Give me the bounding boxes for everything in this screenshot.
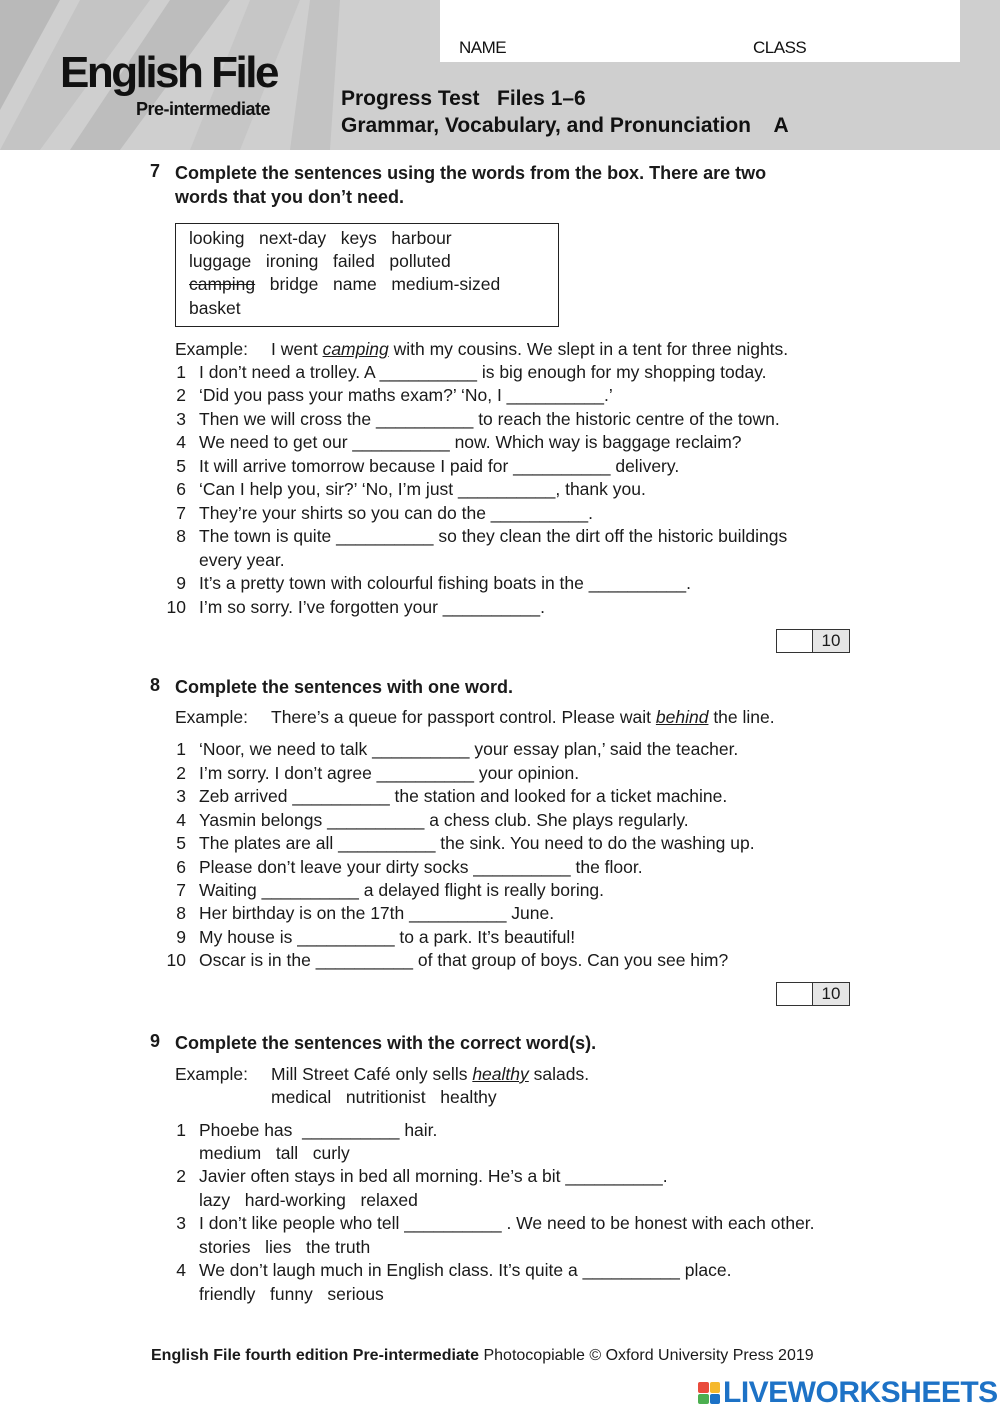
example-answer: healthy: [472, 1064, 529, 1084]
question-number: 2: [176, 763, 186, 783]
score-input[interactable]: [777, 630, 813, 652]
question-text: My house is __________ to a park. It’s beautiful!: [199, 927, 576, 947]
question-number: 6: [176, 857, 186, 877]
answer-options[interactable]: friendly funny serious: [199, 1284, 384, 1304]
word-box: [175, 223, 559, 327]
question-text: It will arrive tomorrow because I paid for __________ delivery.: [199, 456, 680, 476]
liveworksheets-icon: [698, 1382, 720, 1404]
word-box-line2: luggage ironing failed polluted: [189, 251, 451, 271]
test-title-line1: Progress Test Files 1–6: [341, 87, 586, 110]
question-number: 3: [176, 1213, 186, 1233]
question-number: 1: [176, 362, 186, 382]
question-number: 4: [176, 810, 186, 830]
question-number: 2: [176, 385, 186, 405]
score-input[interactable]: [777, 983, 813, 1005]
section8-example-text: [271, 707, 775, 728]
section7-score-box: [776, 629, 850, 653]
question-number: 7: [176, 503, 186, 523]
answer-options[interactable]: lazy hard-working relaxed: [199, 1190, 418, 1210]
question-number: 2: [176, 1166, 186, 1186]
word-box-line4: basket: [189, 298, 241, 318]
word-box-line3-rest: bridge name medium-sized: [255, 274, 501, 294]
question-number: 4: [176, 432, 186, 452]
section9-instruction: Complete the sentences with the correct word(s).: [175, 1033, 597, 1053]
question-text: Please don’t leave your dirty socks __________ the floor.: [199, 857, 643, 877]
question-text: I don’t like people who tell __________ . We need to be honest with each other.: [199, 1213, 815, 1233]
word-box-line3: [189, 274, 500, 295]
example-after: salads.: [528, 1064, 590, 1084]
name-class-box: [440, 0, 960, 62]
question-text: It’s a pretty town with colourful fishing boats in the __________.: [199, 573, 691, 593]
example-before: Mill Street Café only sells: [271, 1064, 473, 1084]
section9-example-text: [271, 1064, 589, 1085]
question-text: Yasmin belongs __________ a chess club. She plays regularly.: [199, 810, 689, 830]
struck-word: camping: [189, 274, 256, 294]
question-number: 10: [166, 950, 186, 970]
section9-number: 9: [150, 1031, 161, 1051]
example-before: I went: [271, 339, 323, 359]
question-text: Then we will cross the __________ to reach the historic centre of the town.: [199, 409, 780, 429]
question-text: Waiting __________ a delayed flight is really boring.: [199, 880, 605, 900]
question-text: I’m so sorry. I’ve forgotten your __________.: [199, 597, 545, 617]
logo-title: English File: [60, 48, 277, 97]
section7-example-text: [271, 339, 788, 360]
answer-options[interactable]: stories lies the truth: [199, 1237, 371, 1257]
section7-instruction-line2: words that you don’t need.: [175, 187, 404, 207]
score-total: 10: [813, 983, 849, 1005]
question-number: 5: [176, 833, 186, 853]
question-number: 1: [176, 739, 186, 759]
question-number: 10: [166, 597, 186, 617]
section7-instruction: [175, 161, 766, 209]
example-answer: camping: [322, 339, 389, 359]
section8-score-box: [776, 982, 850, 1006]
question-number: 1: [176, 1120, 186, 1140]
question-text: The town is quite __________ so they clean the dirt off the historic buildings: [199, 526, 788, 546]
section7-example-label: Example:: [175, 339, 248, 359]
question-text: ‘Can I help you, sir?’ ‘No, I’m just __________, thank you.: [199, 479, 646, 499]
question-number: 3: [176, 786, 186, 806]
liveworksheets-brand: LIVEWORKSHEETS: [723, 1376, 998, 1409]
word-box-line1: looking next-day keys harbour: [189, 228, 452, 248]
test-title-line2: Grammar, Vocabulary, and Pronunciation A: [341, 114, 789, 137]
logo-subtitle: Pre-intermediate: [136, 99, 271, 119]
footer-copyright: [151, 1347, 814, 1365]
question-number: 4: [176, 1260, 186, 1280]
question-text: They’re your shirts so you can do the __________.: [199, 503, 593, 523]
question-text: Her birthday is on the 17th __________ June.: [199, 903, 555, 923]
question-number: 5: [176, 456, 186, 476]
question-text: Oscar is in the __________ of that group of boys. Can you see him?: [199, 950, 729, 970]
question-text-continued: every year.: [199, 550, 285, 570]
header-band: [0, 0, 1000, 150]
footer-rest-text: Photocopiable © Oxford University Press 2019: [479, 1347, 814, 1364]
question-text: ‘Noor, we need to talk __________ your essay plan,’ said the teacher.: [199, 739, 739, 759]
class-label: CLASS: [753, 38, 807, 57]
question-number: 6: [176, 479, 186, 499]
section8-example-label: Example:: [175, 707, 248, 727]
question-text: Phoebe has __________ hair.: [199, 1120, 438, 1140]
answer-options[interactable]: medium tall curly: [199, 1143, 350, 1163]
test-title: [341, 85, 789, 139]
question-text: Javier often stays in bed all morning. He’s a bit __________.: [199, 1166, 668, 1186]
section9-example-options: medical nutritionist healthy: [271, 1087, 497, 1107]
example-after: the line.: [708, 707, 775, 727]
question-text: ‘Did you pass your maths exam?’ ‘No, I __________.’: [199, 385, 613, 405]
question-text: I’m sorry. I don’t agree __________ your opinion.: [199, 763, 580, 783]
question-number: 8: [176, 903, 186, 923]
question-number: 7: [176, 880, 186, 900]
question-text: I don’t need a trolley. A __________ is big enough for my shopping today.: [199, 362, 767, 382]
section8-instruction: Complete the sentences with one word.: [175, 677, 514, 697]
question-text: We need to get our __________ now. Which way is baggage reclaim?: [199, 432, 742, 452]
section7-number: 7: [150, 161, 161, 181]
question-text: Zeb arrived __________ the station and looked for a ticket machine.: [199, 786, 728, 806]
question-text: The plates are all __________ the sink. You need to do the washing up.: [199, 833, 755, 853]
question-number: 8: [176, 526, 186, 546]
example-after: with my cousins. We slept in a tent for three nights.: [388, 339, 789, 359]
question-number: 3: [176, 409, 186, 429]
section7-instruction-line1: Complete the sentences using the words from the box. There are two: [175, 163, 767, 183]
name-label: NAME: [459, 38, 507, 57]
example-answer: behind: [655, 707, 709, 727]
question-number: 9: [176, 573, 186, 593]
question-number: 9: [176, 927, 186, 947]
section9-example-label: Example:: [175, 1064, 248, 1084]
liveworksheets-logo[interactable]: [698, 1376, 998, 1410]
score-total: 10: [813, 630, 849, 652]
question-text: We don’t laugh much in English class. It’s quite a __________ place.: [199, 1260, 732, 1280]
example-before: There’s a queue for passport control. Please wait: [271, 707, 656, 727]
section8-number: 8: [150, 675, 161, 695]
footer-bold-text: English File fourth edition Pre-intermediate: [151, 1347, 480, 1364]
